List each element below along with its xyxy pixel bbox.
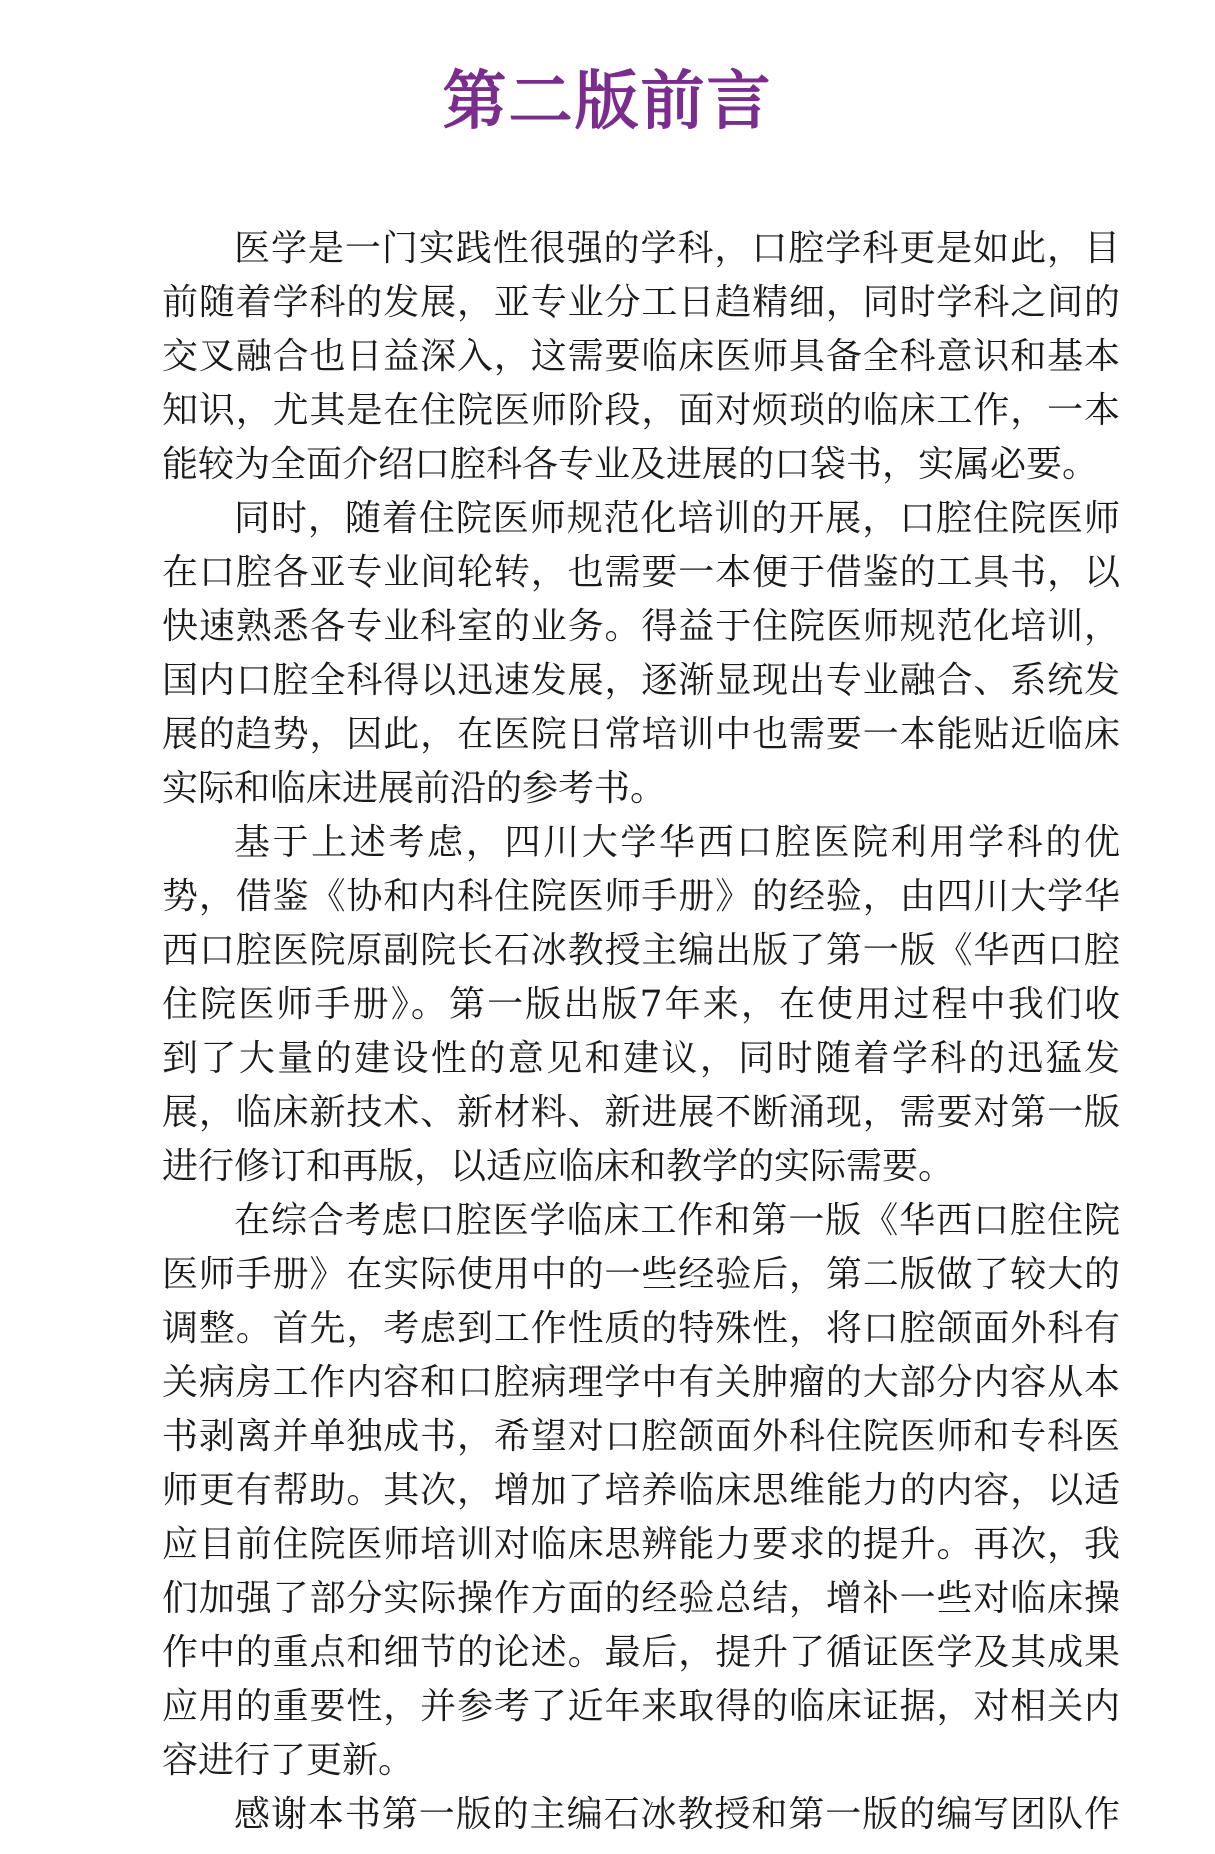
text-line: 师更有帮助。其次，增加了培养临床思维能力的内容，以适	[162, 1470, 1120, 1511]
page-title: 第二版前言	[442, 65, 773, 139]
text-line: 医师手册》在实际使用中的一些经验后，第二版做了较大的	[162, 1254, 1120, 1295]
text-line: 前随着学科的发展，亚专业分工日趋精细，同时学科之间的	[162, 282, 1120, 323]
text-line: 国内口腔全科得以迅速发展，逐渐显现出专业融合、系统发	[162, 660, 1120, 701]
text-line: 西口腔医院原副院长石冰教授主编出版了第一版《华西口腔	[162, 930, 1120, 971]
text-line: 感谢本书第一版的主编石冰教授和第一版的编写团队作	[234, 1794, 1120, 1835]
text-line: 应目前住院医师培训对临床思辨能力要求的提升。再次，我	[162, 1524, 1120, 1565]
text-line: 快速熟悉各专业科室的业务。得益于住院医师规范化培训，	[162, 606, 1120, 647]
text-line: 容进行了更新。	[162, 1740, 415, 1781]
text-line: 同时，随着住院医师规范化培训的开展，口腔住院医师	[234, 498, 1120, 539]
text-line: 作中的重点和细节的论述。最后，提升了循证医学及其成果	[162, 1632, 1120, 1673]
text-line: 应用的重要性，并参考了近年来取得的临床证据，对相关内	[162, 1686, 1120, 1727]
text-line: 医学是一门实践性很强的学科，口腔学科更是如此，目	[234, 228, 1120, 269]
text-line: 书剥离并单独成书，希望对口腔颌面外科住院医师和专科医	[162, 1416, 1120, 1457]
text-line: 进行修订和再版，以适应临床和教学的实际需要。	[162, 1146, 955, 1187]
preface-body	[162, 222, 1120, 1842]
text-line: 调整。首先，考虑到工作性质的特殊性，将口腔颌面外科有	[162, 1308, 1120, 1349]
text-line: 势，借鉴《协和内科住院医师手册》的经验，由四川大学华	[162, 876, 1120, 917]
text-line: 实际和临床进展前沿的参考书。	[162, 768, 667, 809]
text-line: 们加强了部分实际操作方面的经验总结，增补一些对临床操	[162, 1578, 1120, 1619]
text-line: 关病房工作内容和口腔病理学中有关肿瘤的大部分内容从本	[162, 1362, 1120, 1403]
text-line: 在综合考虑口腔医学临床工作和第一版《华西口腔住院	[234, 1200, 1120, 1241]
text-line: 住院医师手册》。第一版出版7年来，在使用过程中我们收	[162, 984, 1120, 1025]
text-line: 知识，尤其是在住院医师阶段，面对烦琐的临床工作，一本	[162, 390, 1120, 431]
text-line: 交叉融合也日益深入，这需要临床医师具备全科意识和基本	[162, 336, 1120, 377]
text-line: 能较为全面介绍口腔科各专业及进展的口袋书，实属必要。	[162, 444, 1099, 485]
text-line: 基于上述考虑，四川大学华西口腔医院利用学科的优	[234, 822, 1120, 863]
text-line: 展的趋势，因此，在医院日常培训中也需要一本能贴近临床	[162, 714, 1120, 755]
text-line: 到了大量的建设性的意见和建议，同时随着学科的迅猛发	[162, 1038, 1120, 1079]
text-line: 在口腔各亚专业间轮转，也需要一本便于借鉴的工具书，以	[162, 552, 1120, 593]
text-line: 展，临床新技术、新材料、新进展不断涌现，需要对第一版	[162, 1092, 1120, 1133]
